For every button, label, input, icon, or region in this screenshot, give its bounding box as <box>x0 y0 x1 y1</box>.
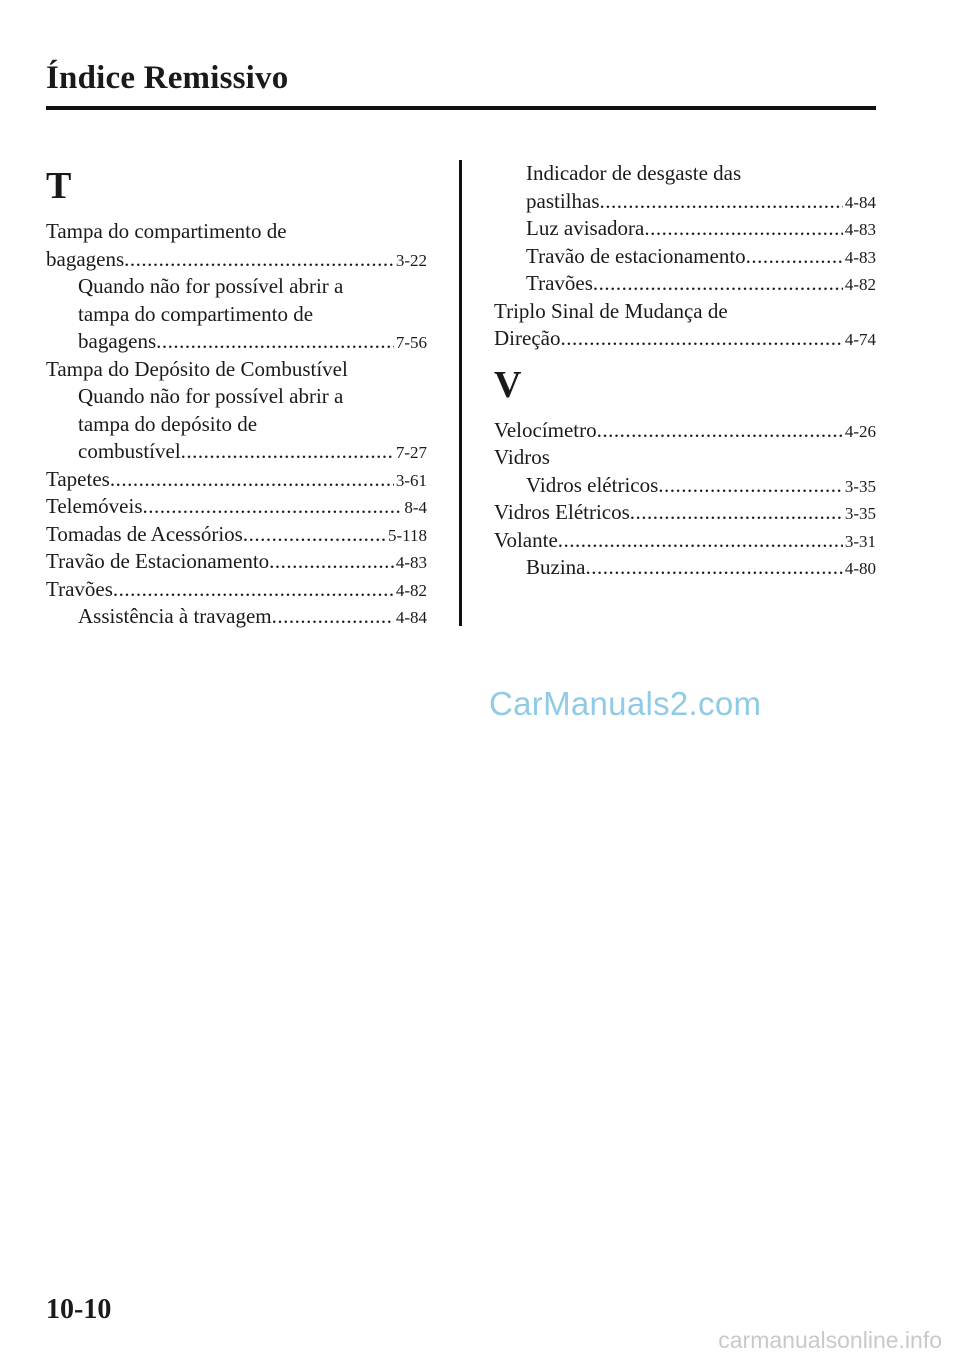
index-entry-label: Tomadas de Acessórios <box>46 521 243 546</box>
index-entry-page: 5-118 <box>387 525 427 545</box>
index-entry-page: 7-27 <box>395 443 427 462</box>
index-entry <box>46 521 427 549</box>
index-entry-label: pastilhas <box>526 188 600 213</box>
index-entry <box>494 188 876 216</box>
index-entry-label: Tampa do Depósito de Combustível <box>46 356 348 381</box>
index-entry <box>46 438 427 466</box>
index-entries-left <box>46 218 427 631</box>
index-entry-text <box>46 301 427 329</box>
index-entry-label: Tapetes <box>46 466 110 491</box>
dot-leader <box>181 438 394 466</box>
index-entry <box>494 417 876 445</box>
index-entry-page: 4-74 <box>844 330 876 349</box>
index-entry-page: 4-82 <box>844 275 876 294</box>
watermark-carmanualsonline: carmanualsonline.info <box>718 1327 942 1353</box>
index-entry-label: bagagens <box>78 329 157 353</box>
page-header-title: Índice Remissivo <box>46 60 289 96</box>
column-divider <box>459 160 462 626</box>
index-entry <box>494 325 876 353</box>
index-entry-page: 3-61 <box>395 470 427 490</box>
index-entry <box>46 603 427 631</box>
index-entry-text <box>46 383 427 411</box>
index-entry <box>494 472 876 500</box>
index-entry-label: Indicador de desgaste das <box>526 161 742 185</box>
dot-leader <box>143 493 403 521</box>
index-entry-label: Luz avisadora <box>526 216 645 240</box>
dot-leader <box>630 499 843 527</box>
index-entry <box>46 493 427 521</box>
index-entry <box>46 246 427 274</box>
index-entries-right-continued <box>494 160 876 353</box>
section-letter-v: V <box>494 363 522 406</box>
index-entry-page: 4-83 <box>844 220 876 239</box>
index-entry-page: 3-35 <box>844 504 876 523</box>
index-entry-label: Quando não for possível abrir a <box>78 274 344 298</box>
index-entry-page: 4-80 <box>844 559 876 578</box>
index-entry <box>494 243 876 271</box>
index-entry <box>46 466 427 494</box>
index-entry-text <box>494 160 876 188</box>
index-entry <box>494 215 876 243</box>
dot-leader <box>243 521 386 549</box>
dot-leader <box>600 188 843 216</box>
index-entry-label: Quando não for possível abrir a <box>78 384 344 408</box>
dot-leader <box>124 246 394 274</box>
index-entry-text <box>46 273 427 301</box>
dot-leader <box>110 466 394 494</box>
dot-leader <box>597 417 843 445</box>
index-entry-text <box>46 411 427 439</box>
index-entry-text <box>46 218 427 246</box>
index-entry <box>46 548 427 576</box>
index-entry-label: Assistência à travagem <box>78 604 272 628</box>
index-entry-label: tampa do depósito de <box>78 411 258 436</box>
index-entry-page: 7-56 <box>395 333 427 352</box>
index-entry <box>494 554 876 582</box>
index-entry-label: Direção <box>494 326 561 350</box>
index-entry <box>494 270 876 298</box>
dot-leader <box>272 603 394 631</box>
dot-leader <box>113 576 394 604</box>
index-entry-page: 4-26 <box>844 421 876 441</box>
index-entry-label: combustível <box>78 439 181 463</box>
dot-leader <box>269 548 394 576</box>
index-entry-page: 4-83 <box>844 247 876 267</box>
index-entry-label: Travão de estacionamento <box>526 243 746 268</box>
header-rule <box>46 106 876 110</box>
index-entry-label: Velocímetro <box>494 417 597 442</box>
index-entry-label: Vidros <box>494 445 550 469</box>
index-entry-page: 4-84 <box>844 192 876 212</box>
index-entry-page: 3-31 <box>844 531 876 551</box>
index-column-right <box>494 160 876 582</box>
index-column-left <box>46 160 427 631</box>
index-entry-label: bagagens <box>46 246 125 271</box>
index-entry-label: Telemóveis <box>46 494 143 518</box>
index-entry <box>494 527 876 555</box>
index-entry-text <box>46 356 427 384</box>
index-entries-right <box>494 417 876 582</box>
index-entry-label: Travões <box>46 576 113 601</box>
index-entry-label: Travão de Estacionamento <box>46 549 270 573</box>
index-entry-label: Vidros Elétricos <box>494 500 630 524</box>
index-entry-label: Vidros elétricos <box>526 472 659 497</box>
index-entry-text <box>494 298 876 326</box>
dot-leader <box>593 270 843 298</box>
dot-leader <box>558 527 843 555</box>
index-entry-page: 4-83 <box>395 553 427 572</box>
index-entry-label: Triplo Sinal de Mudança de <box>494 298 728 323</box>
dot-leader <box>560 325 842 353</box>
index-entry-label: Tampa do compartimento de <box>46 219 287 243</box>
index-entry-label: Buzina <box>526 555 586 579</box>
index-entry-page: 4-82 <box>395 580 427 600</box>
index-entry <box>494 499 876 527</box>
index-entry-page: 4-84 <box>395 608 427 627</box>
index-entry-page: 3-22 <box>395 250 427 270</box>
section-letter-t: T <box>46 165 72 207</box>
watermark-carmanuals2: CarManuals2.com <box>489 685 762 722</box>
index-entry-text <box>494 444 876 472</box>
index-entry-label: Travões <box>526 271 593 295</box>
index-entry-label: tampa do compartimento de <box>78 301 314 326</box>
index-entry-page: 8-4 <box>404 498 427 517</box>
index-entry <box>46 576 427 604</box>
index-entry-page: 3-35 <box>844 476 876 496</box>
dot-leader <box>746 243 843 271</box>
dot-leader <box>585 554 842 582</box>
page-number: 10-10 <box>46 1294 112 1325</box>
index-entry-label: Volante <box>494 527 558 552</box>
index-entry <box>46 328 427 356</box>
dot-leader <box>156 328 394 356</box>
dot-leader <box>644 215 842 243</box>
dot-leader <box>658 472 843 500</box>
